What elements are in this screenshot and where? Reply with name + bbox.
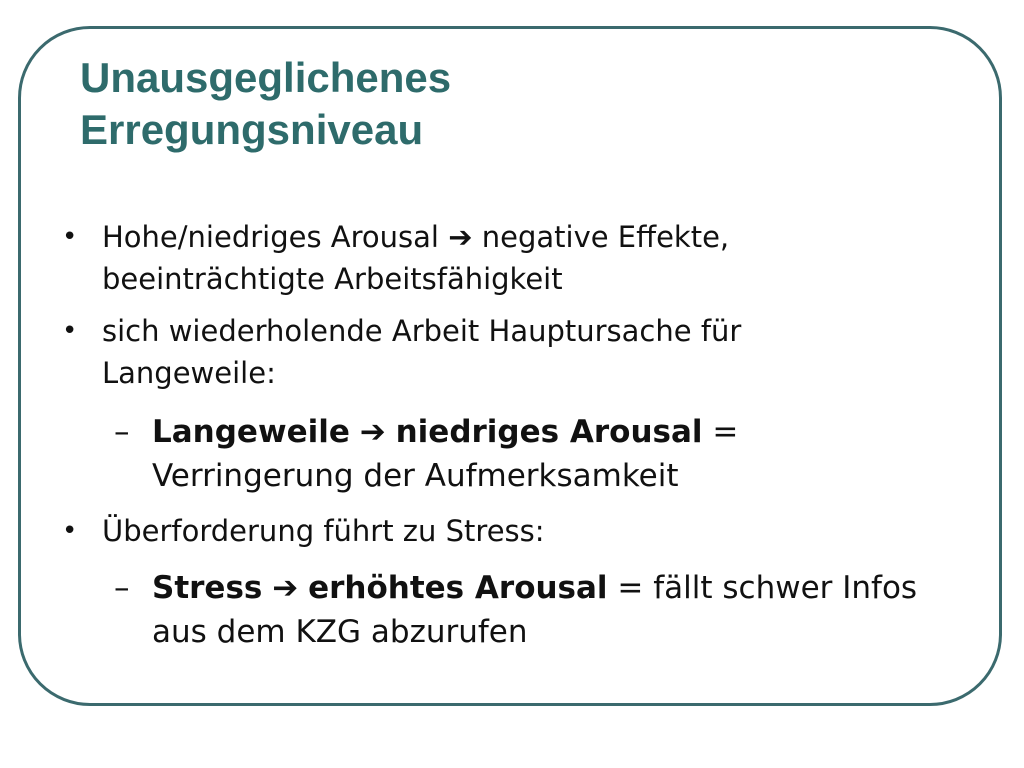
subbullet-bold-2: niedriges Arousal [395,414,703,450]
bullet-text-part-1: Hohe/niedriges Arousal [102,220,439,254]
bullet-marker: • [62,222,78,252]
subbullet-marker: – [114,414,130,450]
bullet-text-line-2: beeinträchtigte Arbeitsfähigkeit [102,262,563,296]
bullet-text [102,216,942,300]
subbullet-rest: = [712,414,739,450]
subbullet-line-2: Verringerung der Aufmerksamkeit [152,458,679,494]
bullet-item-3 [62,510,942,552]
bullet-text-part-2: negative Effekte, [481,220,730,254]
bullet-text-line-1: Überforderung führt zu Stress: [102,514,545,548]
bullet-text-line-1: sich wiederholende Arbeit Hauptursache für [102,314,742,348]
arrow-right-icon: ➔ [359,414,386,450]
bullet-marker: • [62,316,78,346]
title-line-2: Erregungsniveau [80,106,424,153]
bullet-item-2 [62,310,942,394]
subbullet-line-2: aus dem KZG abzurufen [152,614,528,650]
bullet-item-1 [62,216,942,300]
slide-title [80,52,940,156]
bullet-text-line-2: Langeweile: [102,356,276,390]
subbullet-rest: = fällt schwer Infos [617,570,918,606]
subbullet-bold-1: Langeweile [152,414,350,450]
bullet-text [102,310,942,394]
subbullet-text [152,566,974,654]
bullet-text [102,510,942,552]
subbullet-marker: – [114,570,130,606]
arrow-right-icon: ➔ [272,570,299,606]
arrow-right-icon: ➔ [448,220,473,254]
subbullet-item-2 [114,566,974,654]
title-line-1: Unausgeglichenes [80,54,452,101]
subbullet-bold-1: Stress [152,570,263,606]
bullet-marker: • [62,516,78,546]
subbullet-item-1 [114,410,974,498]
subbullet-bold-2: erhöhtes Arousal [308,570,608,606]
subbullet-text [152,410,974,498]
